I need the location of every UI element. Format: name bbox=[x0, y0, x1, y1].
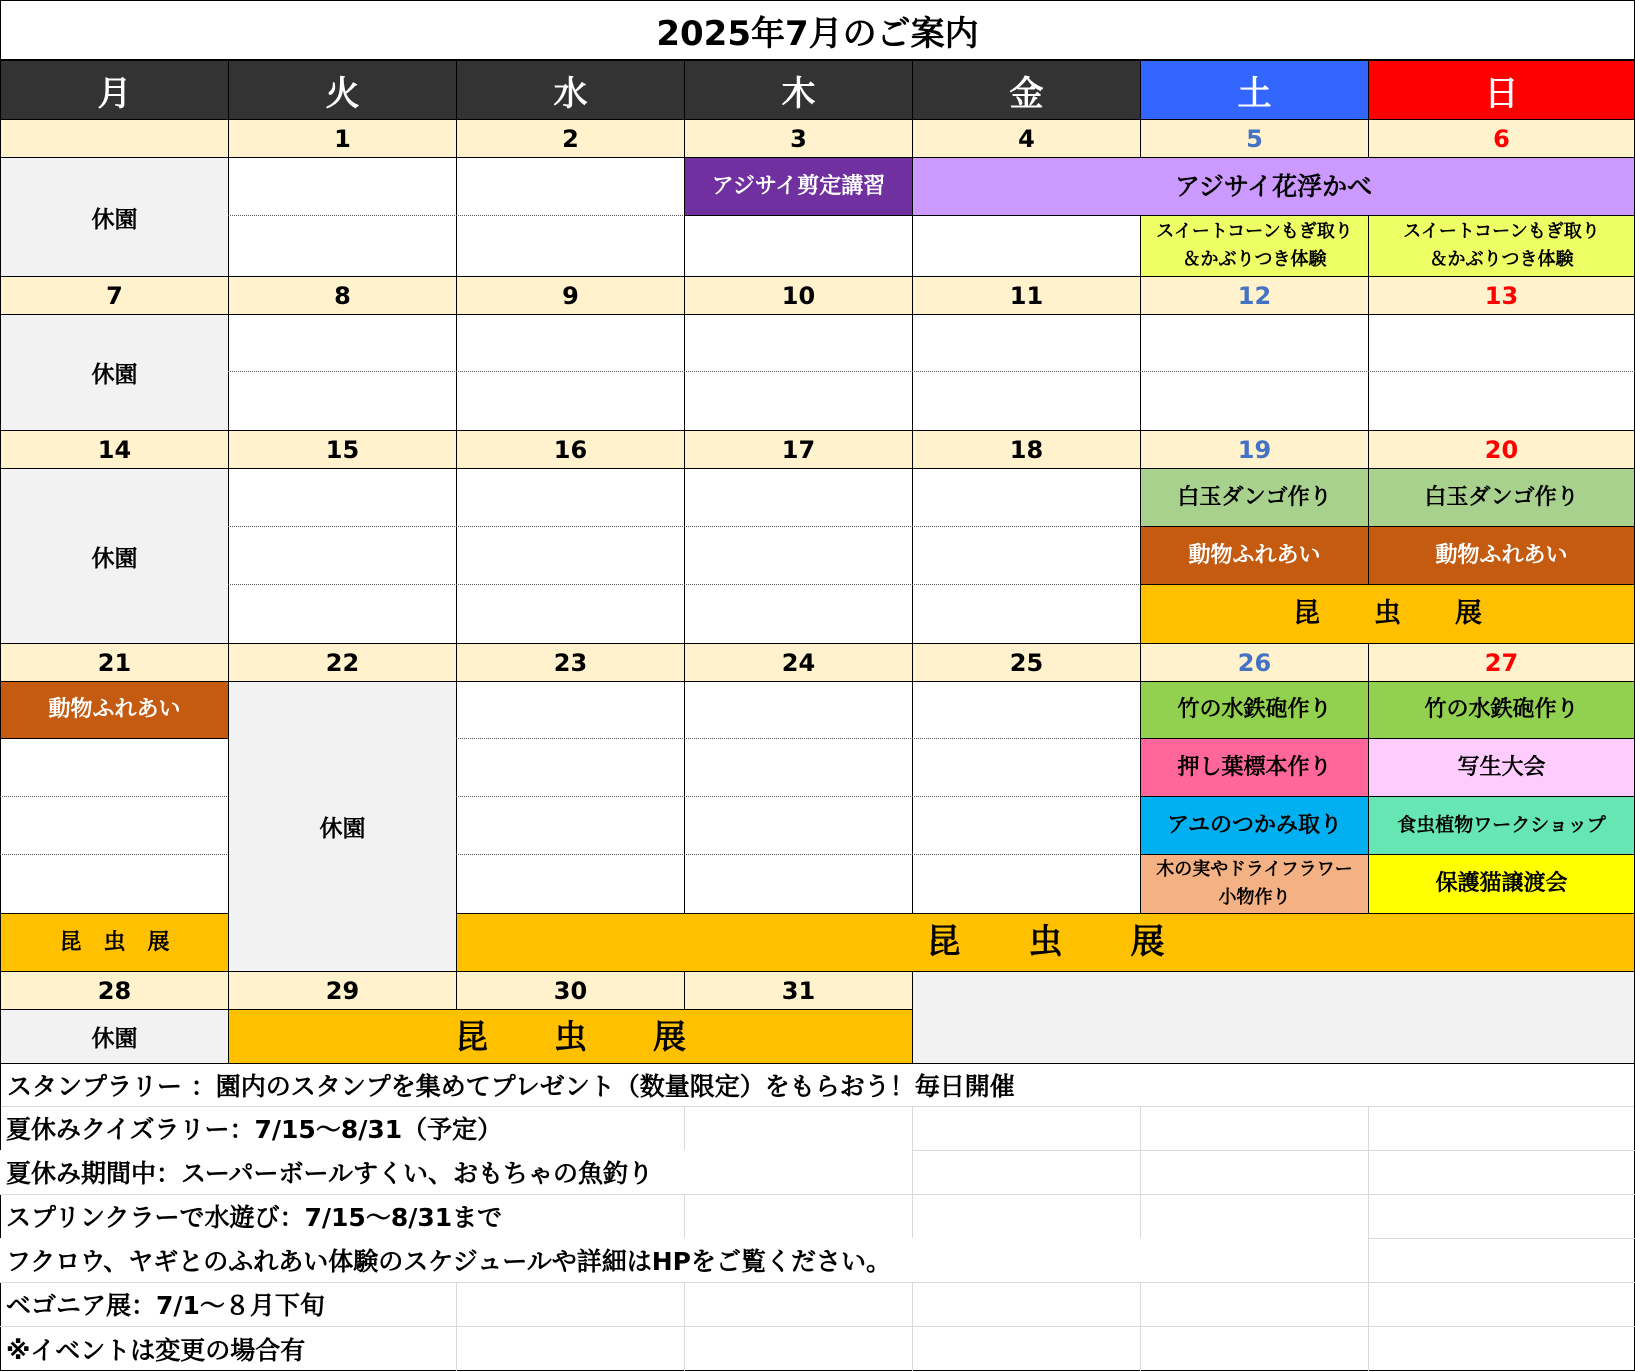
empty-cell bbox=[684, 314, 913, 431]
date-16: 16 bbox=[456, 430, 685, 469]
note-change-notice: ※イベントは変更の場合有 bbox=[6, 1335, 306, 1365]
date-31: 31 bbox=[684, 971, 913, 1010]
weekday-fri: 金 bbox=[912, 60, 1141, 120]
event-line: スイートコーンもぎ取り bbox=[1403, 221, 1600, 243]
event-insect-exhibit: 昆 虫 展 bbox=[1140, 584, 1635, 644]
empty-cell bbox=[456, 681, 685, 914]
closed-cell: 休園 bbox=[0, 314, 229, 431]
empty-cell bbox=[1368, 314, 1635, 431]
date-24: 24 bbox=[684, 643, 913, 682]
weekday-sun: 日 bbox=[1368, 60, 1635, 120]
event-line: 小物作り bbox=[1218, 887, 1291, 908]
event-line: ＆かぶりつき体験 bbox=[1182, 249, 1327, 270]
date-11: 11 bbox=[912, 276, 1141, 315]
row-divider bbox=[456, 796, 1141, 797]
blank-area bbox=[912, 971, 1635, 1064]
event-hydrangea-floating: アジサイ花浮かべ bbox=[912, 157, 1635, 216]
empty-cell bbox=[456, 157, 685, 277]
grid-line bbox=[684, 1106, 685, 1150]
date-25: 25 bbox=[912, 643, 1141, 682]
note-summer-activities: 夏休み期間中：スーパーボールすくい、おもちゃの魚釣り bbox=[0, 1150, 912, 1194]
date-3: 3 bbox=[684, 119, 913, 158]
event-line: スイートコーンもぎ取り bbox=[1156, 221, 1353, 243]
note-stamp-rally: スタンプラリー ：園内のスタンプを集めてプレゼント（数量限定）をもらおう！毎日開催 bbox=[0, 1063, 1635, 1107]
event-carnivorous-plant: 食虫植物ワークショップ bbox=[1368, 796, 1635, 855]
event-pressed-leaf: 押し葉標本作り bbox=[1140, 738, 1369, 797]
date-23: 23 bbox=[456, 643, 685, 682]
event-line: 木の実やドライフラワー bbox=[1156, 859, 1353, 881]
event-shiratama-sun: 白玉ダンゴ作り bbox=[1368, 468, 1635, 527]
date-20: 20 bbox=[1368, 430, 1635, 469]
grid-line bbox=[1140, 1282, 1141, 1371]
date-2: 2 bbox=[456, 119, 685, 158]
weekday-tue: 火 bbox=[228, 60, 457, 120]
date-27: 27 bbox=[1368, 643, 1635, 682]
empty-cell bbox=[456, 468, 685, 644]
date-26: 26 bbox=[1140, 643, 1369, 682]
grid-line bbox=[456, 1282, 457, 1371]
row-divider bbox=[0, 796, 229, 797]
row-divider bbox=[228, 526, 1141, 527]
date-8: 8 bbox=[228, 276, 457, 315]
date-30: 30 bbox=[456, 971, 685, 1010]
row-divider bbox=[228, 371, 1635, 372]
event-sweetcorn-sat bbox=[1140, 215, 1369, 277]
empty-cell bbox=[684, 681, 913, 914]
note-owl-goat: フクロウ、ヤギとのふれあい体験のスケジュールや詳細はHPをご覧ください。 bbox=[0, 1238, 1368, 1282]
date-13: 13 bbox=[1368, 276, 1635, 315]
row-divider bbox=[228, 584, 1141, 585]
note-quiz-rally: 夏休みクイズラリー：7/15～8/31（予定） bbox=[6, 1115, 503, 1144]
row-divider bbox=[0, 854, 229, 855]
empty-cell bbox=[228, 157, 457, 277]
date-5: 5 bbox=[1140, 119, 1369, 158]
event-ayu-catch: アユのつかみ取り bbox=[1140, 796, 1369, 855]
date-7: 7 bbox=[0, 276, 229, 315]
date-1: 1 bbox=[228, 119, 457, 158]
grid-line bbox=[1140, 1106, 1141, 1238]
closed-cell: 休園 bbox=[228, 681, 457, 972]
weekday-sat: 土 bbox=[1140, 60, 1369, 120]
closed-cell: 休園 bbox=[0, 468, 229, 644]
date-9: 9 bbox=[456, 276, 685, 315]
event-line: ＆かぶりつき体験 bbox=[1429, 249, 1574, 270]
date-12: 12 bbox=[1140, 276, 1369, 315]
empty-cell bbox=[912, 468, 1141, 644]
empty-cell bbox=[684, 468, 913, 644]
date-29: 29 bbox=[228, 971, 457, 1010]
date-10: 10 bbox=[684, 276, 913, 315]
grid-line bbox=[912, 1106, 913, 1238]
event-insect-exhibit: 昆 虫 展 bbox=[456, 913, 1635, 972]
event-insect-exhibit: 昆 虫 展 bbox=[228, 1009, 913, 1064]
row-divider bbox=[456, 738, 1141, 739]
empty-cell bbox=[456, 314, 685, 431]
row-divider bbox=[456, 854, 1141, 855]
event-insect-exhibit-mon: 昆 虫 展 bbox=[0, 913, 229, 972]
empty-cell bbox=[228, 468, 457, 644]
date-19: 19 bbox=[1140, 430, 1369, 469]
empty-cell bbox=[228, 314, 457, 431]
event-sweetcorn-sun bbox=[1368, 215, 1635, 277]
note-begonia: ベゴニア展：7/1～８月下旬 bbox=[6, 1291, 325, 1320]
weekday-mon: 月 bbox=[0, 60, 229, 120]
date-22: 22 bbox=[228, 643, 457, 682]
event-bamboo-gun-sun: 竹の水鉄砲作り bbox=[1368, 681, 1635, 739]
event-nut-craft bbox=[1140, 854, 1369, 914]
grid-line bbox=[912, 1282, 913, 1371]
event-animal-sun: 動物ふれあい bbox=[1368, 526, 1635, 585]
grid-line bbox=[684, 1282, 685, 1371]
grid-line bbox=[1368, 1238, 1369, 1371]
closed-cell: 休園 bbox=[0, 157, 229, 277]
weekday-thu: 木 bbox=[684, 60, 913, 120]
date-15: 15 bbox=[228, 430, 457, 469]
empty-cell bbox=[1140, 314, 1369, 431]
page-title: 2025年7月のご案内 bbox=[0, 0, 1635, 60]
weekday-wed: 水 bbox=[456, 60, 685, 120]
event-bamboo-gun-sat: 竹の水鉄砲作り bbox=[1140, 681, 1369, 739]
date-18: 18 bbox=[912, 430, 1141, 469]
event-cat-adoption: 保護猫譲渡会 bbox=[1368, 854, 1635, 914]
empty-cell bbox=[912, 681, 1141, 914]
date-4: 4 bbox=[912, 119, 1141, 158]
event-animal-mon: 動物ふれあい bbox=[0, 681, 229, 739]
empty-cell bbox=[912, 314, 1141, 431]
date-21: 21 bbox=[0, 643, 229, 682]
closed-cell: 休園 bbox=[0, 1009, 229, 1064]
date-6: 6 bbox=[1368, 119, 1635, 158]
event-animal-sat: 動物ふれあい bbox=[1140, 526, 1369, 585]
date-cell-empty bbox=[0, 119, 229, 158]
date-14: 14 bbox=[0, 430, 229, 469]
event-hydrangea-pruning: アジサイ剪定講習 bbox=[684, 157, 913, 216]
note-sprinkler: スプリンクラーで水遊び：7/15～8/31まで bbox=[6, 1203, 503, 1232]
grid-line bbox=[684, 1194, 685, 1238]
event-shiratama-sat: 白玉ダンゴ作り bbox=[1140, 468, 1369, 527]
event-sketch-contest: 写生大会 bbox=[1368, 738, 1635, 797]
grid-line bbox=[1368, 1106, 1369, 1238]
date-17: 17 bbox=[684, 430, 913, 469]
date-28: 28 bbox=[0, 971, 229, 1010]
